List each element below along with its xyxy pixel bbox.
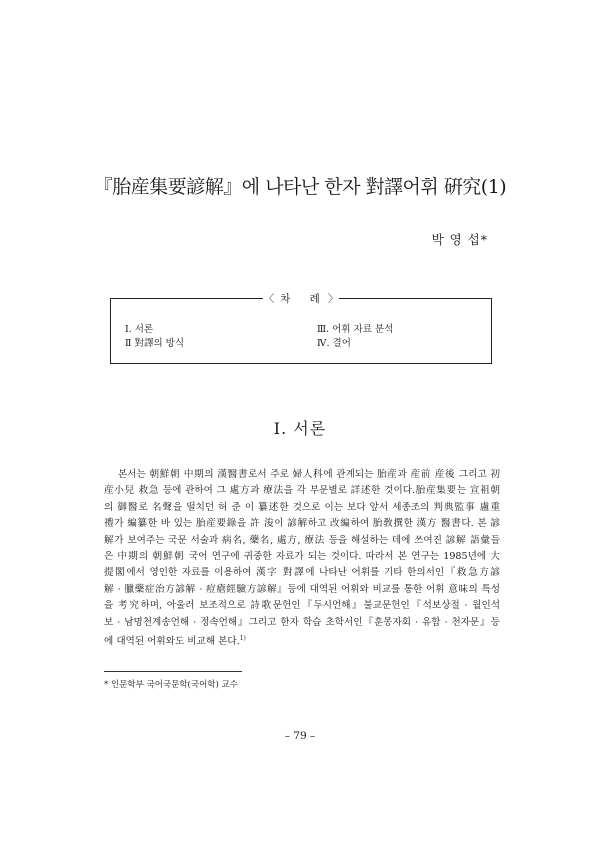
body-line: 解 · 臘藥症治方諺解 · 痘瘡經驗方諺解』등에 대역된 어휘와 비교를 통한 어휘 意味의 특성 (104, 583, 500, 595)
table-of-contents-box (110, 293, 492, 364)
page-number: – 79 – (284, 730, 316, 742)
toc-item-translation-method: Ⅱ 對譯의 방식 (125, 338, 185, 349)
footnote-author-affiliation: * 인문학부 국어국문학(국어학) 교수 (104, 680, 238, 690)
toc-label-text: 차 례 (280, 293, 328, 305)
body-line-last-text: 에 대역된 어휘와도 비교해 본다. (104, 635, 240, 647)
body-line: 본서는 朝鮮朝 中期의 漢醫書로서 주로 婦人科에 관계되는 胎産과 産前 産後 그리고 初 (118, 469, 500, 480)
body-line-last (104, 631, 500, 647)
body-line: 禮가 編纂한 바 있는 胎産要錄을 許 浚이 諺解하고 改編하여 胎敎撰한 漢方 醫書다. 본 諺 (104, 518, 500, 530)
body-line: 産小兒 救急 등에 관하여 그 處方과 療法을 각 부문별로 詳述한 것이다.胎産集要는 宣祖朝 (104, 485, 500, 497)
toc-item-vocabulary-analysis: Ⅲ. 어휘 자료 분석 (317, 324, 394, 335)
body-line: 보 · 남명천계송언해 · 정속언해』그리고 한자 학습 초학서인『훈몽자회 · 유합 · 천자문』등 (104, 616, 500, 628)
body-line: 提閣에서 영인한 자료를 이용하여 漢字 對譯에 나타난 어휘를 기타 한의서인『救急方諺 (104, 567, 500, 579)
section-heading-introduction: Ⅰ. 서론 (273, 419, 327, 438)
paper-title: 『胎産集要諺解』에 나타난 한자 對譯어휘 硏究(1) (93, 176, 507, 198)
toc-label (263, 291, 339, 307)
body-paragraph (104, 467, 500, 647)
toc-right-bracket-icon: 〉 (327, 293, 339, 305)
toc-item-conclusion: Ⅳ. 결어 (317, 338, 351, 349)
footnote-divider (104, 671, 242, 672)
author-name: 박 영 섭* (431, 232, 488, 247)
footnote-marker: 1) (239, 634, 246, 642)
body-line: 은 中期의 朝鮮朝 국어 연구에 귀중한 자료가 되는 것이다. 따라서 본 연구는 1985년에 大 (104, 550, 500, 562)
body-line: 解가 보여주는 국문 서술과 病名, 藥名, 處方, 療法 등을 해설하는 데에 쓰여진 諺解 語彙들 (104, 534, 500, 546)
toc-item-introduction: Ⅰ. 서론 (125, 324, 154, 335)
body-line: 의 御醫로 名聲을 떨치던 허 준 이 纂述한 것으로 이는 보다 앞서 세종조의 判典監事 盧重 (104, 501, 500, 513)
body-line: 을 考究하며, 아울러 보조적으로 詩歌문헌인『두시언해』불교문헌인『석보상절 · 월인석 (104, 600, 500, 612)
toc-left-bracket-icon: 〈 (263, 293, 275, 305)
